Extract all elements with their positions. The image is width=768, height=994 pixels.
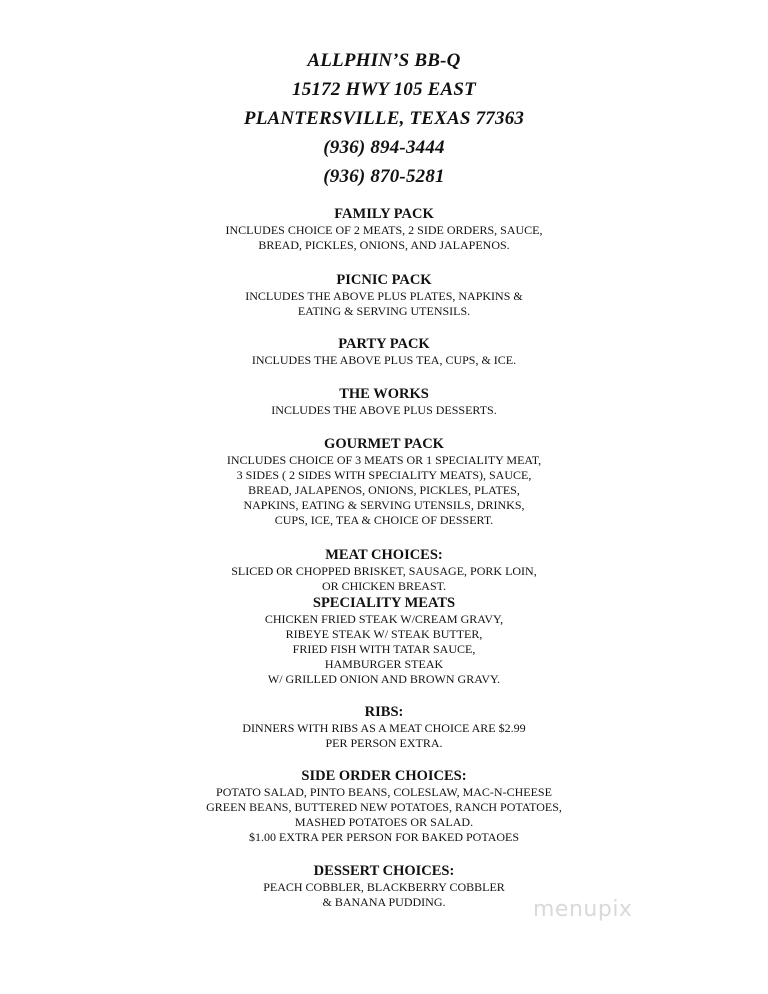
section-title: PARTY PACK — [338, 336, 430, 352]
city-state-zip: PLANTERSVILLE, TEXAS 77363 — [243, 108, 525, 129]
section-meat-choices — [0, 546, 768, 594]
section-line: $1.00 EXTRA PER PERSON FOR BAKED POTAOES — [248, 830, 520, 844]
section-line: BREAD, PICKLES, ONIONS, AND JALAPENOS. — [258, 238, 510, 252]
section-line: RIBEYE STEAK W/ STEAK BUTTER, — [285, 627, 483, 641]
section-line: INCLUDES THE ABOVE PLUS TEA, CUPS, & ICE. — [251, 353, 517, 367]
section-party-pack — [0, 335, 768, 368]
section-line: INCLUDES THE ABOVE PLUS PLATES, NAPKINS & — [245, 289, 523, 303]
section-title: THE WORKS — [339, 386, 429, 402]
section-line: POTATO SALAD, PINTO BEANS, COLESLAW, MAC-N-CHEESE — [216, 785, 552, 799]
section-line: FRIED FISH WITH TATAR SAUCE, — [292, 642, 476, 656]
section-line: BREAD, JALAPENOS, ONIONS, PICKLES, PLATES, — [248, 483, 520, 497]
section-line: 3 SIDES ( 2 SIDES WITH SPECIALITY MEATS), SAUCE, — [236, 468, 532, 482]
section-line: INCLUDES CHOICE OF 2 MEATS, 2 SIDE ORDERS, SAUCE, — [225, 223, 543, 237]
section-line: INCLUDES CHOICE OF 3 MEATS OR 1 SPECIALITY MEAT, — [226, 453, 542, 467]
section-family-pack — [0, 205, 768, 253]
section-line: CUPS, ICE, TEA & CHOICE OF DESSERT. — [274, 513, 494, 527]
section-line: HAMBURGER STEAK — [324, 657, 444, 671]
section-line: GREEN BEANS, BUTTERED NEW POTATOES, RANCH POTATOES, — [206, 800, 562, 814]
section-picnic-pack — [0, 271, 768, 319]
section-gourmet-pack — [0, 435, 768, 528]
section-line: W/ GRILLED ONION AND BROWN GRAVY. — [267, 672, 501, 686]
menupix-watermark: menupix — [533, 897, 633, 922]
section-title: GOURMET PACK — [324, 436, 444, 452]
section-title: DESSERT CHOICES: — [313, 863, 455, 879]
section-title: SIDE ORDER CHOICES: — [301, 768, 467, 784]
section-side-order-choices — [0, 767, 768, 845]
phone-number-1: (936) 894-3444 — [323, 137, 445, 158]
section-line: MASHED POTATOES OR SALAD. — [294, 815, 474, 829]
section-title: FAMILY PACK — [334, 206, 434, 222]
section-line: PER PERSON EXTRA. — [325, 736, 443, 750]
section-line: OR CHICKEN BREAST. — [321, 579, 447, 593]
section-line: NAPKINS, EATING & SERVING UTENSILS, DRINKS, — [243, 498, 525, 512]
section-line: & BANANA PUDDING. — [322, 895, 446, 909]
restaurant-header — [0, 46, 768, 191]
restaurant-name: ALLPHIN’S BB-Q — [307, 50, 461, 71]
section-line: SLICED OR CHOPPED BRISKET, SAUSAGE, PORK LOIN, — [231, 564, 537, 578]
section-title: MEAT CHOICES: — [325, 547, 443, 563]
section-ribs — [0, 703, 768, 751]
section-line: CHICKEN FRIED STEAK W/CREAM GRAVY, — [264, 612, 504, 626]
street-address: 15172 HWY 105 EAST — [292, 79, 476, 100]
section-title: SPECIALITY MEATS — [312, 595, 456, 611]
section-line: PEACH COBBLER, BLACKBERRY COBBLER — [263, 880, 505, 894]
section-title: RIBS: — [364, 704, 404, 720]
menu-content — [0, 205, 768, 910]
section-line: DINNERS WITH RIBS AS A MEAT CHOICE ARE $2.99 — [242, 721, 526, 735]
section-title: PICNIC PACK — [336, 272, 432, 288]
section-speciality-meats — [0, 594, 768, 687]
section-dessert-choices — [0, 862, 768, 910]
section-line: EATING & SERVING UTENSILS. — [297, 304, 471, 318]
phone-number-2: (936) 870-5281 — [323, 166, 445, 187]
section-the-works — [0, 385, 768, 418]
section-line: INCLUDES THE ABOVE PLUS DESSERTS. — [271, 403, 497, 417]
